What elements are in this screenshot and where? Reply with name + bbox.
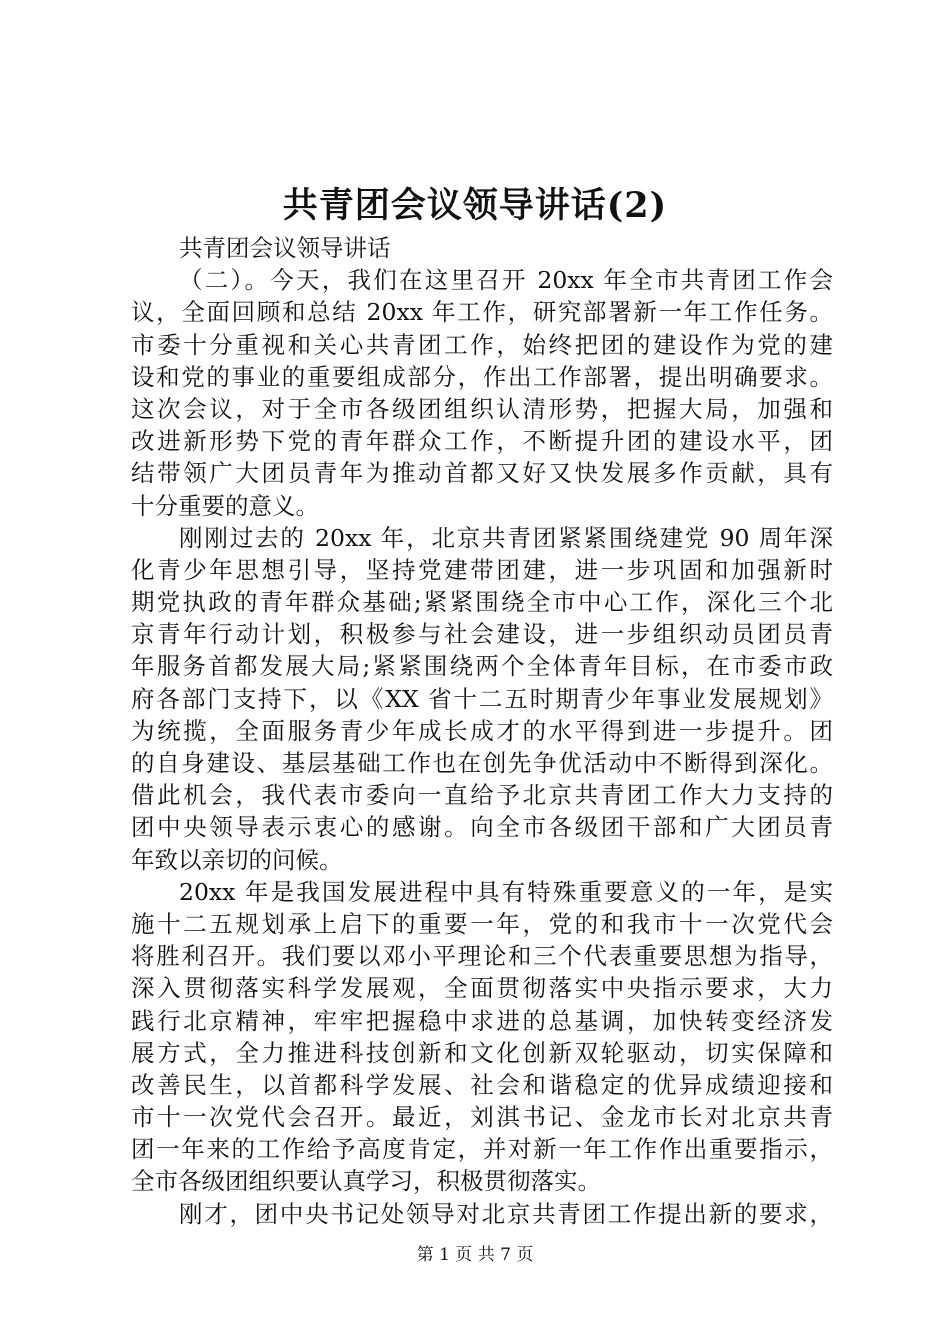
text-line: 团一年来的工作给予高度肯定，并对新一年工作作出重要指示， (131, 1135, 833, 1164)
text-line: （二）。今天，我们在这里召开 20xx 年全市共青团工作会 (179, 266, 833, 295)
text-line: 议，全面回顾和总结 20xx 年工作，研究部署新一年工作任务。 (131, 298, 833, 327)
text-line: 的自身建设、基层基础工作也在创先争优活动中不断得到深化。 (131, 749, 833, 777)
text-line: 改善民生，以首都科学发展、社会和谐稳定的优异成绩迎接和 (131, 1070, 833, 1099)
text-line: 将胜利召开。我们要以邓小平理论和三个代表重要思想为指导， (131, 942, 833, 971)
text-line: 结带领广大团员青年为推动首都又好又快发展多作贡献，具有 (131, 459, 833, 488)
text-line: 为统揽，全面服务青少年成长成才的水平得到进一步提升。团 (131, 716, 833, 745)
text-line: 展方式，全力推进科技创新和文化创新双轮驱动，切实保障和 (131, 1038, 833, 1067)
text-line: 年服务首都发展大局;紧紧围绕两个全体青年目标，在市委市政 (131, 652, 833, 681)
text-line: 设和党的事业的重要组成部分，作出工作部署，提出明确要求。 (131, 362, 833, 391)
text-line: 市十一次党代会召开。最近，刘淇书记、金龙市长对北京共青 (131, 1103, 833, 1132)
text-line: 施十二五规划承上启下的重要一年，党的和我市十一次党代会 (131, 909, 833, 938)
text-line: 市委十分重视和关心共青团工作，始终把团的建设作为党的建 (131, 330, 833, 359)
text-line: 团中央领导表示衷心的感谢。向全市各级团干部和广大团员青 (131, 813, 833, 842)
document-body (131, 232, 833, 1230)
text-line: 全市各级团组织要认真学习，积极贯彻落实。 (131, 1167, 601, 1196)
text-line: 府各部门支持下，以《XX 省十二五时期青少年事业发展规划》 (131, 684, 833, 713)
text-line: 期党执政的青年群众基础;紧紧围绕全市中心工作，深化三个北 (131, 588, 833, 617)
text-line: 20xx 年是我国发展进程中具有特殊重要意义的一年，是实 (179, 877, 833, 906)
text-line: 京青年行动计划，积极参与社会建设，进一步组织动员团员青 (131, 620, 833, 649)
text-line: 践行北京精神，牢牢把握稳中求进的总基调，加快转变经济发 (131, 1006, 833, 1035)
text-line: 共青团会议领导讲话 (179, 234, 391, 262)
document-title: 共青团会议领导讲话(2) (282, 185, 668, 226)
text-line: 十分重要的意义。 (131, 491, 319, 520)
text-line: 刚才，团中央书记处领导对北京共青团工作提出新的要求， (179, 1199, 833, 1228)
text-line: 年致以亲切的问候。 (131, 845, 343, 874)
text-line: 这次会议，对于全市各级团组织认清形势，把握大局，加强和 (131, 394, 833, 423)
text-line: 改进新形势下党的青年群众工作，不断提升团的建设水平，团 (131, 427, 833, 456)
text-line: 深入贯彻落实科学发展观，全面贯彻落实中央指示要求，大力 (131, 974, 833, 1003)
page-footer: 第 1 页 共 7 页 (416, 1245, 534, 1265)
text-line: 借此机会，我代表市委向一直给予北京共青团工作大力支持的 (131, 781, 833, 810)
text-line: 化青少年思想引导，坚持党建带团建，进一步巩固和加强新时 (131, 555, 833, 584)
text-line: 刚刚过去的 20xx 年，北京共青团紧紧围绕建党 90 周年深 (179, 523, 833, 552)
